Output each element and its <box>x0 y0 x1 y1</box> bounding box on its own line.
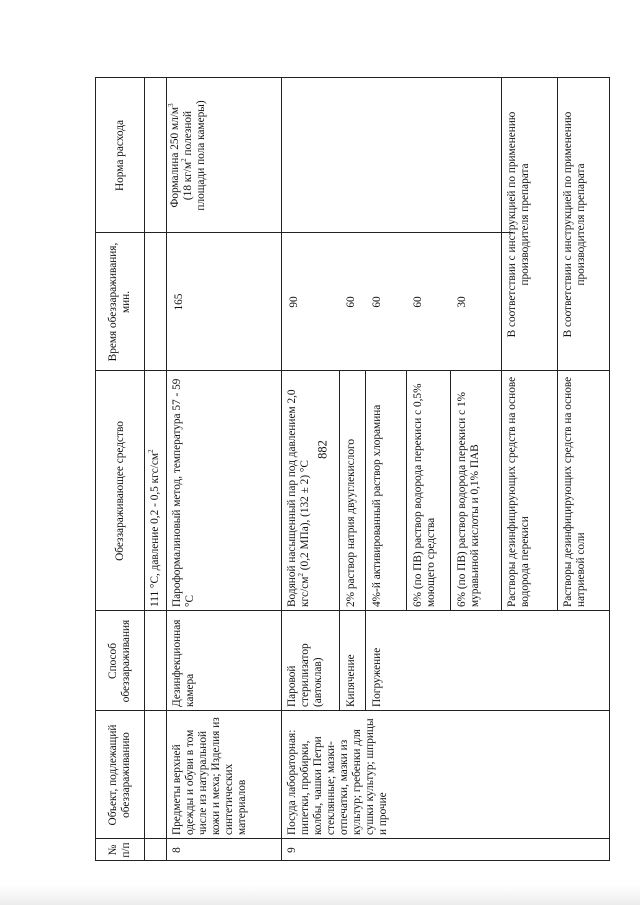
row9-object: Посуда лабораторная: пипетки, пробирки, колбы, чашки Петри стеклянные; мазки-отпечатки, мазки из культур; гребенки для сушки культур; шприцы и прочие <box>286 718 389 835</box>
row9-agent-peroxide-detergent: 6% (по ПВ) раствор водорода перекиси с 0,5% моющего средства <box>412 383 437 607</box>
row9-agent-peroxide-based: Растворы дезинфицирующих средств на основе водорода перекиси <box>506 376 531 607</box>
rule <box>144 78 145 861</box>
rule <box>406 371 407 611</box>
rule <box>557 78 558 611</box>
row8-agent: Пароформалиновый метод, температура 57 - 59 °С <box>171 378 196 607</box>
header-num: № п/п <box>107 842 132 858</box>
disinfection-table <box>95 77 610 861</box>
row9-method-immersion: Погружение <box>371 647 383 707</box>
row9-time-norm-peroxide-based: В соответствии с инструкцией по применению производителя препарата <box>506 111 531 338</box>
row8-norm: Формалина 250 $мл/м^3$ (18 $кг/м^2$ полезной площади пола камеры) <box>167 100 207 211</box>
row9-time-peroxide-detergent: 60 <box>412 296 424 308</box>
rule <box>450 371 451 611</box>
row9-time-peroxide-acid: 30 <box>456 296 468 308</box>
row9-agent-steam: Водяной насыщенный пар под давлением 2,0 кгс/$см^2$ (0,2 МПа), (132 ± 2) °С <box>286 389 311 607</box>
rule <box>281 78 282 861</box>
row9-agent-chloramine: 4%-й активированный раствор хлорамина <box>371 404 383 607</box>
row9-agent-peroxide-acid: 6% (по ПВ) раствор водорода перекиси с 1% муравьиной кислоты и 0,1% ПАВ <box>456 391 481 607</box>
header-agent: Обеззараживающее средство <box>113 421 126 561</box>
page-number: 882 <box>315 440 330 459</box>
row9-time-norm-sodium-salt: В соответствии с инструкцией по применению производителя препарата <box>562 111 587 338</box>
header-time: Время обеззараживания, мин. <box>107 242 132 362</box>
row8-time: 165 <box>173 293 185 311</box>
row8-object: Предметы верхней одежды и обуви в том числе из натуральной кожи и меха; Изделия из синтетических материалов <box>171 717 248 835</box>
row9-agent-sodium-salt: Растворы дезинфицирующих средств на основе натриевой соли <box>562 376 587 607</box>
header-method: Способ обеззараживания <box>107 619 132 703</box>
rule <box>365 611 366 711</box>
rule <box>365 371 366 611</box>
row9-num: 9 <box>286 847 298 853</box>
scan-edge <box>0 885 640 905</box>
header-object: Объект, подлежащий обеззараживанию <box>107 724 132 826</box>
rule <box>339 611 340 711</box>
row8-method: Дезинфекционная камера <box>171 619 196 707</box>
rule <box>166 78 167 861</box>
row9-time-chloramine: 60 <box>371 296 383 308</box>
rule <box>339 371 340 611</box>
rule <box>501 78 502 611</box>
rule <box>609 78 610 861</box>
row9-method-boiling: Кипячение <box>345 654 357 707</box>
header-norm: Норма расхода <box>113 119 126 192</box>
rule <box>95 78 96 861</box>
row9-agent-soda: 2% раствор натрия двууглекислого <box>345 439 357 607</box>
row8-num: 8 <box>171 847 183 853</box>
row9-method-steam: Паровой стерилизатор (автоклав) <box>286 643 324 707</box>
row9-time-steam: 90 <box>288 296 300 308</box>
continuation-agent: 111 °С, давление 0,2 - 0,5 кгс/$см^2$ <box>147 449 161 607</box>
row9-time-soda: 60 <box>345 296 357 308</box>
